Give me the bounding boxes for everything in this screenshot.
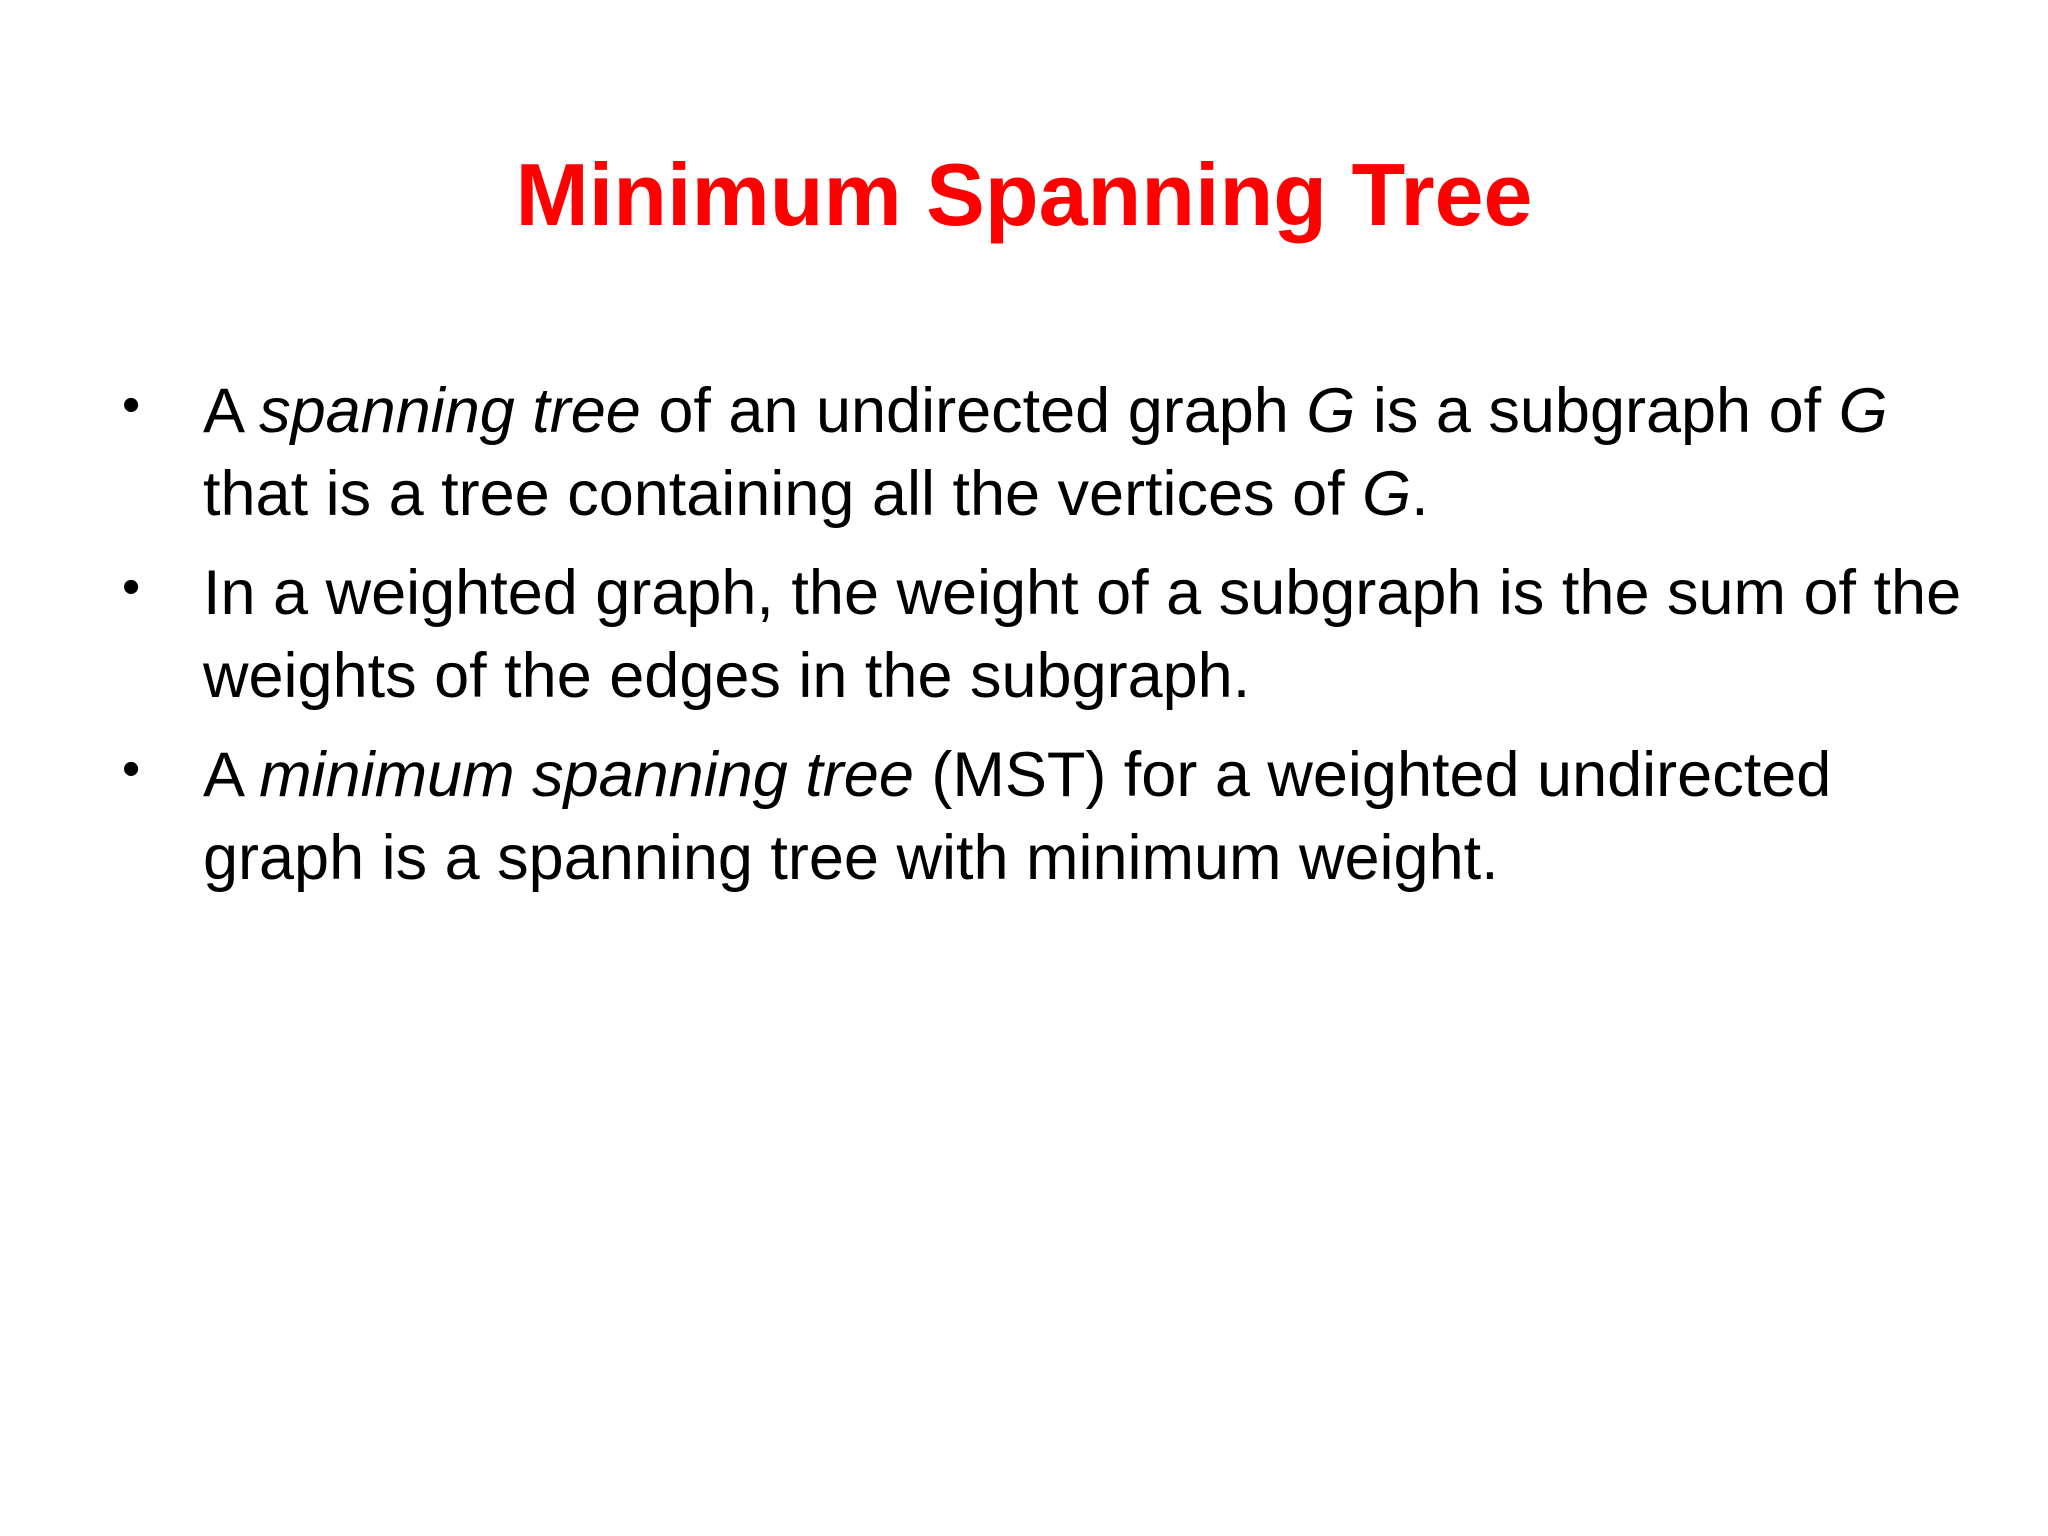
bullet-marker: • — [122, 558, 141, 616]
bullet-item-mst-definition — [118, 734, 1978, 900]
emphasized-term: spanning tree — [259, 376, 641, 446]
bullet-item-spanning-tree — [118, 370, 1978, 536]
bullet-text — [203, 376, 1888, 529]
bullet-item-weighted-graph — [118, 552, 1978, 718]
graph-variable: G — [1306, 376, 1356, 446]
text-segment: A — [203, 376, 260, 446]
text-segment: is a subgraph of — [1355, 376, 1839, 446]
graph-variable: G — [1838, 376, 1888, 446]
text-segment: . — [1411, 459, 1429, 529]
bullet-list — [118, 370, 1978, 916]
text-segment: In a weighted graph, the weight of a subgraph is the sum of the weights of the edges in the subgraph. — [203, 558, 1962, 711]
bullet-text — [203, 558, 1961, 711]
text-segment: A — [203, 740, 260, 810]
emphasized-term: minimum spanning tree — [259, 740, 914, 810]
slide-title: Minimum Spanning Tree — [515, 145, 1533, 244]
text-segment: (MST) for a weighted undirected graph is a spanning tree with minimum weight. — [203, 740, 1832, 893]
text-segment: that is a tree containing all the vertices of — [203, 459, 1363, 529]
bullet-text — [203, 740, 1831, 893]
graph-variable: G — [1362, 459, 1412, 529]
bullet-marker: • — [122, 740, 141, 798]
bullet-marker: • — [122, 376, 141, 434]
text-segment: of an undirected graph — [640, 376, 1307, 446]
